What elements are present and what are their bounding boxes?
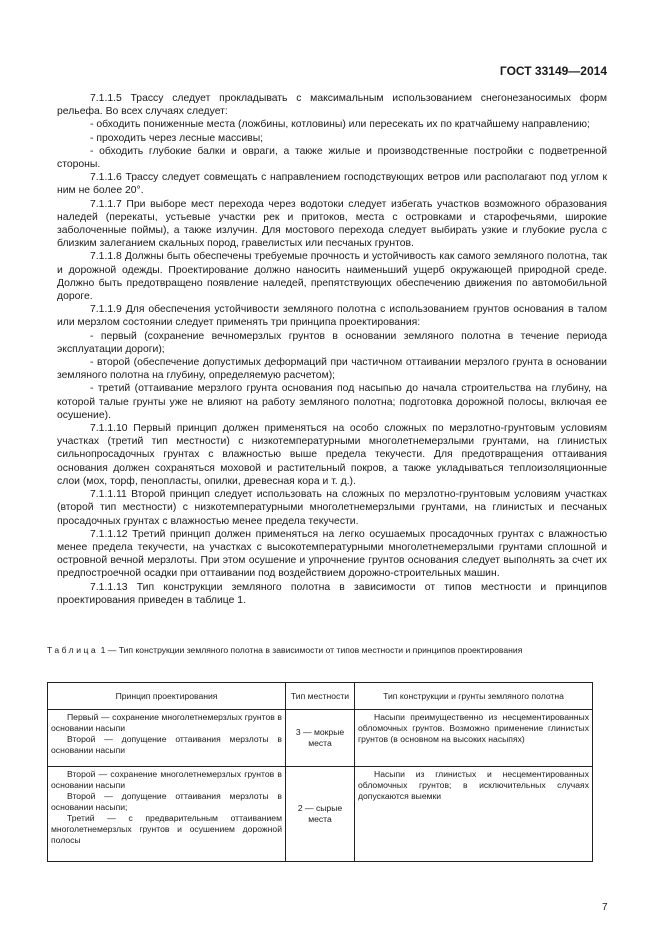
paragraph: 7.1.1.11 Второй принцип следует использовать на сложных по мерзлотно-грунтовым условиям участках (второй тип местности) с низкотемпературными многолетнемерзлыми грунтами, на глинистых и песчаных просадочных грунтах с влажностью менее предела текучести.	[57, 489, 607, 527]
construction-text: Насыпи преимущественно из несцементированных обломочных грунтов. Возможно применение глинистых грунтов (в основном на высоких насыпях)	[358, 712, 589, 744]
paragraph: 7.1.1.13 Тип конструкции земляного полотна в зависимости от типов местности и принципов проектирования приведен в таблице 1.	[57, 581, 607, 606]
table-row	[48, 710, 593, 767]
body-text	[57, 92, 607, 607]
column-header: Тип местности	[286, 683, 355, 710]
principle-text: Второй — сохранение многолетнемерзлых грунтов в основании насыпи	[51, 769, 282, 790]
list-item: - проходить через лесные массивы;	[90, 132, 264, 144]
principle-text: Первый — сохранение многолетнемерзлых грунтов в основании насыпи	[51, 712, 282, 733]
list-item: - первый (сохранение вечномерзлых грунтов в основании земляного полотна в течение периода эксплуатации дороги);	[57, 330, 607, 355]
table-header-row	[48, 683, 593, 710]
principle-cell	[48, 710, 286, 767]
paragraph: 7.1.1.9 Для обеспечения устойчивости земляного полотна с использованием грунтов основания в талом или мерзлом состоянии следует применять три принципа проектирования:	[57, 304, 607, 329]
terrain-cell: 2 — сырые места	[286, 767, 355, 862]
construction-cell	[355, 710, 593, 767]
list-item: - обходить глубокие балки и овраги, а также жилые и производственные постройки с подветренной стороны.	[57, 145, 607, 171]
principle-text: Второй — допущение оттаивания мерзлоты в основании насыпи	[51, 734, 282, 755]
column-header: Принцип проектирования	[48, 683, 286, 710]
terrain-cell: 3 — мокрые места	[286, 710, 355, 767]
paragraph: 7.1.1.7 При выборе мест перехода через водотоки следует избегать участков возможного образования наледей (перекаты, устьевые участки рек и притоков, места с островками и старофечьями, широкие заболоченные поймы), а также излучин. Для мостового перехода следует выбирать узкие и глубокие русла с близким залеганием скальных пород, гравелистых или песчаных грунтов.	[57, 198, 607, 250]
paragraph: 7.1.1.12 Третий принцип должен применяться на легко осушаемых просадочных грунтах с влажностью менее предела текучести, на участках с высокотемпературными многолетнемерзлыми грунтами сплошной и островной вечной мерзлоты. При этом осушение и упрочнение грунтов основания следует выполнять за счет их предпостроечной осадки при оттаивании под воздействием дорожно-строительных машин.	[57, 528, 607, 580]
page-number: 7	[602, 902, 608, 913]
table-row	[48, 767, 593, 862]
paragraph: 7.1.1.10 Первый принцип должен применяться на особо сложных по мерзлотно-грунтовым условиям участках (третий тип местности) с низкотемпературными многолетнемерзлыми грунтами, на глинистых сильнопросадочных грунтах с влажностью выше предела текучести. Для предотвращения оттаивания основания должен сохраняться моховой и растительный покров, а также укладываться теплоизоляционные слои (мох, торф, пенопласты, опилки, древесная кора и т. д.).	[57, 423, 607, 487]
paragraph: 7.1.1.6 Трассу следует совмещать с направлением господствующих ветров или располагают под углом к ним не более 20°.	[57, 172, 607, 197]
list-item: - второй (обеспечение допустимых деформаций при частичном оттаивании мерзлого грунта в основании земляного полотна на глубину, определяемую расчетом);	[57, 357, 607, 382]
list-item: - обходить пониженные места (ложбины, котловины) или пересекать их по кратчайшему направлению;	[90, 119, 590, 131]
principle-text: Третий — с предварительным оттаиванием многолетнемерзлых грунтов и осушением дорожной полосы	[51, 813, 282, 845]
document-id-header: ГОСТ 33149—2014	[499, 64, 607, 78]
paragraph: 7.1.1.8 Должны быть обеспечены требуемые прочность и устойчивость как самого земляного полотна, так и дорожной одежды. Проектирование должно наносить наименьший ущерб окружающей природной среде. Должно быть предотвращено появление наледей, препятствующих обеспечению движения по автомобильной дороге.	[57, 251, 607, 303]
table-caption-text: 1 — Тип конструкции земляного полотна в зависимости от типов местности и принципов проектирования	[98, 645, 523, 655]
principle-cell	[48, 767, 286, 862]
column-header: Тип конструкции и грунты земляного полотна	[355, 683, 593, 710]
principle-text: Второй — допущение оттаивания мерзлоты в основании насыпи;	[51, 791, 282, 812]
table-caption-label: Таблица	[47, 645, 99, 655]
list-item: - третий (оттаивание мерзлого грунта основания под насыпью до начала строительства на глубину, на которой талые грунты уже не влияют на работу земляного полотна; подготовка дорожной полосы, включая ее осушение).	[57, 383, 607, 421]
construction-text: Насыпи из глинистых и несцементированных обломочных грунтов; в исключительных случаях допускаются выемки	[358, 769, 589, 801]
paragraph: 7.1.1.5 Трассу следует прокладывать с максимальным использованием снегонезаносимых форм рельефа. Во всех случаях следует:	[57, 93, 607, 118]
table-caption	[47, 645, 597, 657]
design-principles-table	[47, 682, 593, 862]
construction-cell	[355, 767, 593, 862]
